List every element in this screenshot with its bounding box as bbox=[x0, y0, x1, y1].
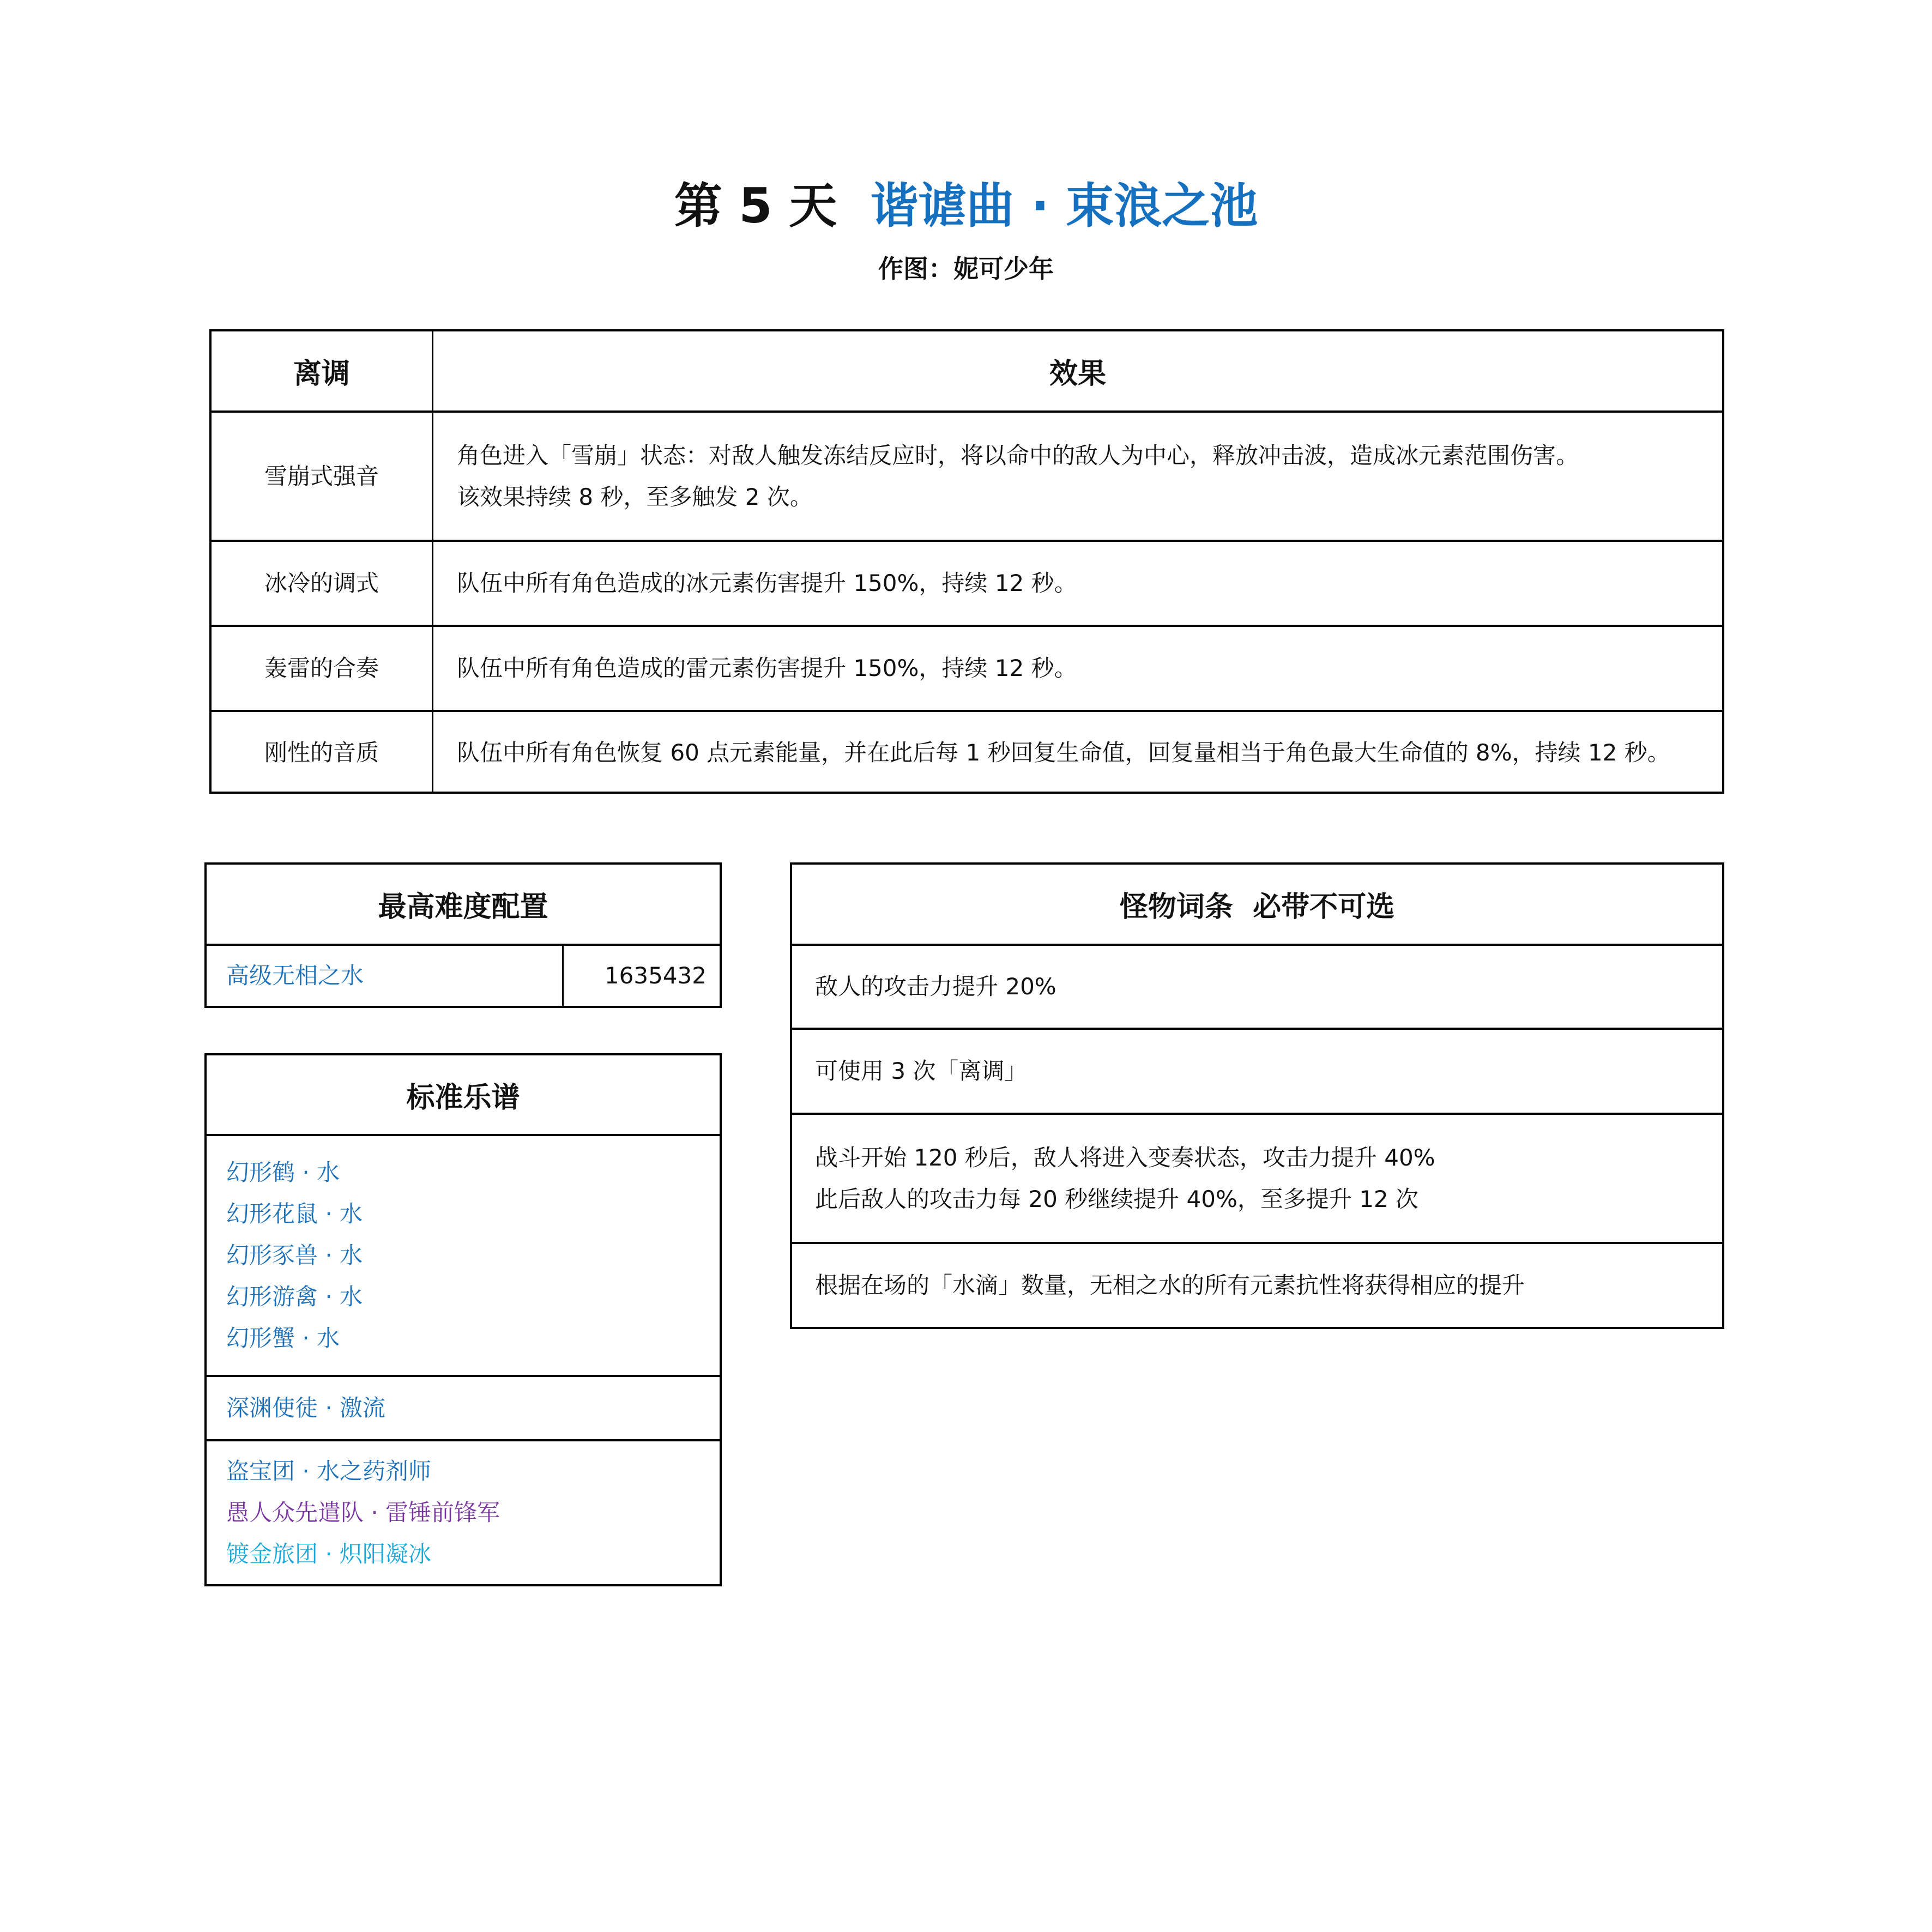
affix-item: 根据在场的「水滴」数量，无相之水的所有元素抗性将获得相应的提升 bbox=[815, 1272, 1525, 1299]
monster-affix-box bbox=[790, 862, 1724, 1329]
author-credit: 作图：妮可少年 bbox=[878, 254, 1054, 283]
monster-affix-title: 怪物词条 必带不可选 bbox=[1119, 891, 1395, 923]
max-difficulty-title: 最高难度配置 bbox=[378, 891, 548, 923]
modulation-table bbox=[209, 329, 1724, 794]
column-header-modulation: 离调 bbox=[293, 358, 350, 390]
enemy-group-1 bbox=[226, 1136, 706, 1375]
affix-item: 敌人的攻击力提升 20% bbox=[815, 973, 1056, 1000]
effect-line: 该效果持续 8 秒，至多触发 2 次。 bbox=[457, 483, 813, 510]
enemy-item: 幻形鹤 · 水 bbox=[226, 1159, 340, 1186]
modulation-effect: 队伍中所有角色恢复 60 点元素能量，并在此后每 1 秒回复生命值，回复量相当于角色最大生命值的 8%，持续 12 秒。 bbox=[457, 739, 1670, 766]
enemy-item: 镀金旅团 · 炽阳凝冰 bbox=[226, 1541, 432, 1567]
enemy-item: 幻形花鼠 · 水 bbox=[226, 1200, 363, 1227]
affix-line: 此后敌人的攻击力每 20 秒继续提升 40%，至多提升 12 次 bbox=[815, 1185, 1418, 1212]
standard-score-box bbox=[204, 1053, 722, 1586]
enemy-item: 幻形游禽 · 水 bbox=[226, 1283, 363, 1310]
enemy-item: 深渊使徒 · 激流 bbox=[226, 1394, 386, 1421]
enemy-group-3 bbox=[226, 1441, 706, 1584]
modulation-effect: 队伍中所有角色造成的冰元素伤害提升 150%，持续 12 秒。 bbox=[457, 570, 1077, 596]
max-difficulty-box bbox=[204, 862, 722, 1008]
column-header-effect: 效果 bbox=[1049, 358, 1106, 390]
affix-line: 战斗开始 120 秒后，敌人将进入变奏状态，攻击力提升 40% bbox=[815, 1144, 1435, 1171]
enemy-item: 愚人众先遣队 · 雷锤前锋军 bbox=[226, 1499, 500, 1526]
affix-item bbox=[815, 1115, 1709, 1242]
enemy-item: 盗宝团 · 水之药剂师 bbox=[226, 1458, 432, 1484]
standard-score-title: 标准乐谱 bbox=[406, 1081, 520, 1114]
affix-item: 可使用 3 次「离调」 bbox=[815, 1058, 1028, 1084]
modulation-name: 冰冷的调式 bbox=[264, 570, 379, 596]
effect-line: 角色进入「雪崩」状态：对敌人触发冻结反应时，将以命中的敌人为中心，释放冲击波，造成冰元素范围伤害。 bbox=[457, 442, 1579, 469]
modulation-effect bbox=[457, 413, 1711, 540]
page-title bbox=[0, 173, 1932, 239]
score-value: 1635432 bbox=[604, 962, 707, 989]
enemy-item: 幻形豕兽 · 水 bbox=[226, 1242, 363, 1269]
enemy-group-2 bbox=[226, 1377, 706, 1439]
title-stage: 谐谑曲 · 束浪之池 bbox=[870, 178, 1258, 234]
modulation-name: 轰雷的合奏 bbox=[264, 655, 379, 681]
modulation-name: 雪崩式强音 bbox=[264, 462, 379, 490]
enemy-item: 幻形蟹 · 水 bbox=[226, 1325, 340, 1351]
modulation-name: 刚性的音质 bbox=[264, 739, 379, 766]
title-day: 第 5 天 bbox=[674, 178, 837, 234]
modulation-effect: 队伍中所有角色造成的雷元素伤害提升 150%，持续 12 秒。 bbox=[457, 655, 1077, 681]
boss-name: 高级无相之水 bbox=[226, 962, 364, 989]
